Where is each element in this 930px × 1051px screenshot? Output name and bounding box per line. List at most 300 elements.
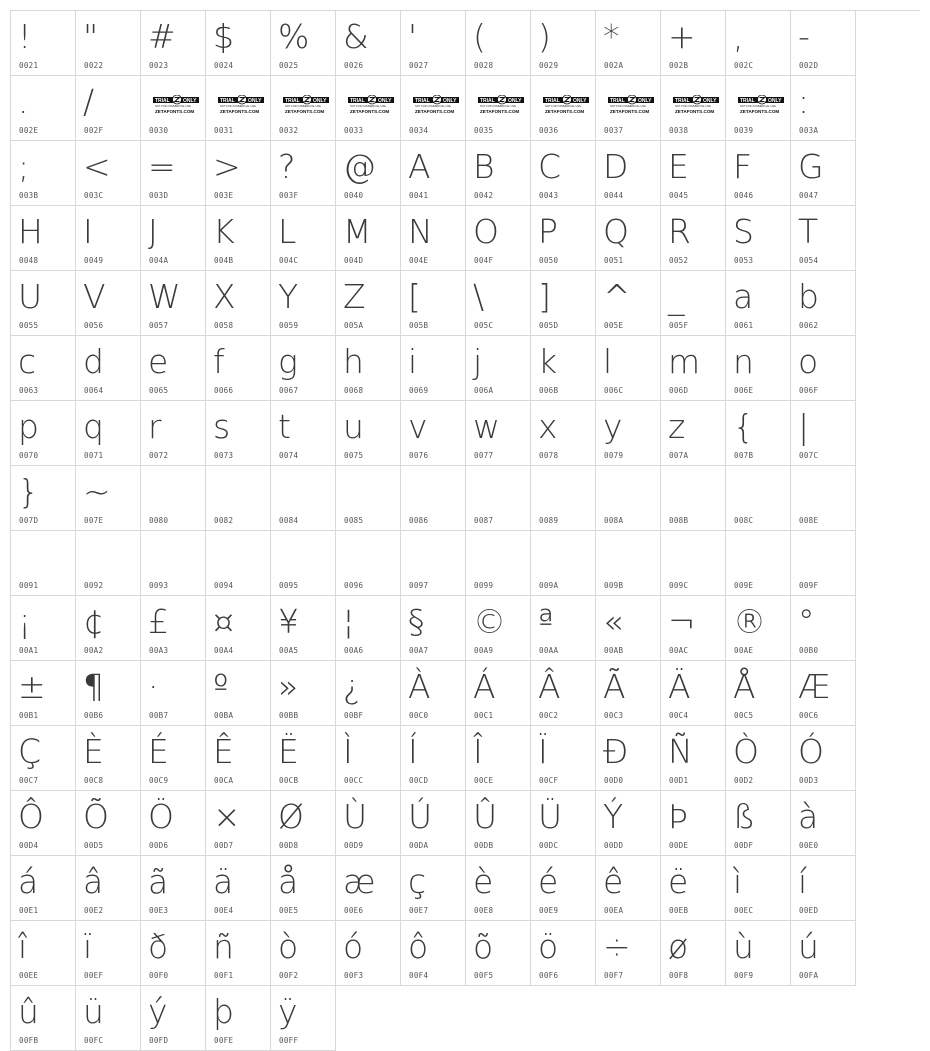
- glyph-cell: [791, 661, 856, 726]
- glyph-code-label: 00AA: [539, 646, 559, 655]
- trial-badge-icon: [543, 95, 589, 115]
- glyph-cell: [206, 791, 271, 856]
- glyph-cell: [791, 531, 856, 596]
- glyph-cell: [76, 921, 141, 986]
- glyph-cell: [596, 726, 661, 791]
- glyph-character: ï: [83, 927, 93, 966]
- glyph-code-label: 0032: [279, 126, 299, 135]
- svg-text:NOT FOR COMMERCIAL USE: NOT FOR COMMERCIAL USE: [155, 105, 191, 108]
- glyph-code-label: 00E7: [409, 906, 429, 915]
- glyph-cell: [661, 531, 726, 596]
- glyph-code-label: 0091: [19, 581, 39, 590]
- glyph-cell: [466, 336, 531, 401]
- glyph-character: q: [83, 407, 104, 446]
- glyph-cell: [206, 401, 271, 466]
- glyph-cell: [401, 531, 466, 596]
- glyph-character: ¤: [213, 602, 234, 641]
- glyph-character: ]: [538, 277, 551, 316]
- glyph-character: Å: [733, 667, 756, 706]
- glyph-code-label: 004A: [149, 256, 169, 265]
- glyph-character: *: [603, 17, 620, 56]
- glyph-character: Î: [473, 732, 483, 771]
- glyph-code-label: 0052: [669, 256, 689, 265]
- glyph-character: [: [408, 277, 421, 316]
- glyph-cell: [336, 401, 401, 466]
- glyph-cell: [11, 206, 76, 271]
- glyph-cell: [336, 596, 401, 661]
- glyph-cell: [596, 661, 661, 726]
- glyph-code-label: 00E4: [214, 906, 234, 915]
- glyph-cell: [661, 856, 726, 921]
- glyph-code-label: 003F: [279, 191, 299, 200]
- glyph-code-label: 00D8: [279, 841, 299, 850]
- glyph-code-label: 00F7: [604, 971, 624, 980]
- trial-badge-icon: [608, 95, 654, 115]
- glyph-character: i: [408, 342, 418, 381]
- glyph-character: Â: [538, 667, 561, 706]
- glyph-code-label: 00C3: [604, 711, 624, 720]
- glyph-character: f: [213, 342, 225, 381]
- glyph-code-label: 00D7: [214, 841, 234, 850]
- glyph-character: &: [343, 17, 369, 56]
- glyph-code-label: 0043: [539, 191, 559, 200]
- glyph-code-label: 0077: [474, 451, 494, 460]
- glyph-cell: [336, 336, 401, 401]
- glyph-cell: [531, 531, 596, 596]
- glyph-cell: [401, 921, 466, 986]
- glyph-cell: [466, 76, 531, 141]
- glyph-character: »: [278, 667, 299, 706]
- glyph-cell: [271, 336, 336, 401]
- glyph-character: Ã: [603, 667, 626, 706]
- svg-text:ONLY: ONLY: [508, 98, 522, 104]
- glyph-character: A: [408, 147, 431, 186]
- svg-text:NOT FOR COMMERCIAL USE: NOT FOR COMMERCIAL USE: [675, 105, 711, 108]
- svg-text:NOT FOR COMMERCIAL USE: NOT FOR COMMERCIAL USE: [480, 105, 516, 108]
- glyph-character: Ý: [603, 797, 624, 836]
- glyph-code-label: 00E2: [84, 906, 104, 915]
- glyph-cell: [336, 791, 401, 856]
- glyph-code-label: 00C8: [84, 776, 104, 785]
- glyph-cell: [141, 531, 206, 596]
- glyph-cell: [466, 401, 531, 466]
- glyph-character: ¢: [83, 602, 104, 641]
- glyph-code-label: 00C9: [149, 776, 169, 785]
- glyph-cell: [791, 856, 856, 921]
- glyph-character: s: [213, 407, 231, 446]
- glyph-code-label: 0068: [344, 386, 364, 395]
- glyph-code-label: 004E: [409, 256, 429, 265]
- glyph-code-label: 00CB: [279, 776, 299, 785]
- svg-text:ONLY: ONLY: [183, 98, 197, 104]
- glyph-code-label: 0086: [409, 516, 429, 525]
- svg-text:ZETAFONTS.COM: ZETAFONTS.COM: [285, 109, 325, 114]
- glyph-code-label: 008B: [669, 516, 689, 525]
- glyph-code-label: 00FB: [19, 1036, 39, 1045]
- glyph-code-label: 00E6: [344, 906, 364, 915]
- glyph-cell: [271, 271, 336, 336]
- glyph-code-label: 00FF: [279, 1036, 299, 1045]
- glyph-character: g: [278, 342, 298, 381]
- glyph-character: â: [83, 862, 104, 901]
- glyph-cell: [336, 141, 401, 206]
- glyph-character: V: [83, 277, 106, 316]
- glyph-cell: [271, 206, 336, 271]
- glyph-code-label: 0040: [344, 191, 364, 200]
- glyph-character: R: [668, 212, 691, 251]
- glyph-cell: [336, 856, 401, 921]
- glyph-cell: [141, 986, 206, 1051]
- glyph-code-label: 00AC: [669, 646, 689, 655]
- glyph-cell: [791, 11, 856, 76]
- glyph-code-label: 00F8: [669, 971, 689, 980]
- glyph-character: d: [83, 342, 104, 381]
- glyph-cell: [141, 466, 206, 531]
- glyph-character: É: [148, 732, 169, 771]
- glyph-code-label: 00E8: [474, 906, 494, 915]
- glyph-cell: [11, 596, 76, 661]
- glyph-code-label: 00EF: [84, 971, 104, 980]
- glyph-character: Ä: [668, 667, 691, 706]
- glyph-character: ": [83, 17, 99, 56]
- glyph-code-label: 0022: [84, 61, 104, 70]
- glyph-cell: [661, 76, 726, 141]
- trial-badge-icon: [218, 95, 264, 115]
- glyph-character: Þ: [668, 797, 688, 836]
- glyph-cell: [596, 596, 661, 661]
- glyph-cell: [791, 596, 856, 661]
- glyph-code-label: 002B: [669, 61, 689, 70]
- glyph-cell: [726, 661, 791, 726]
- glyph-character: Ö: [148, 797, 174, 836]
- glyph-cell: [726, 336, 791, 401]
- glyph-cell: [466, 531, 531, 596]
- glyph-code-label: 0065: [149, 386, 169, 395]
- glyph-cell: [76, 206, 141, 271]
- glyph-cell: [791, 726, 856, 791]
- glyph-code-label: 0049: [84, 256, 104, 265]
- glyph-code-label: 00A3: [149, 646, 169, 655]
- glyph-code-label: 0097: [409, 581, 429, 590]
- glyph-character: ß: [733, 797, 756, 836]
- glyph-character: ¬: [668, 602, 696, 641]
- glyph-character: ä: [213, 862, 234, 901]
- glyph-code-label: 00E0: [799, 841, 819, 850]
- glyph-cell: [401, 206, 466, 271]
- svg-text:ZETAFONTS.COM: ZETAFONTS.COM: [155, 109, 195, 114]
- glyph-cell: [76, 531, 141, 596]
- glyph-code-label: 00C2: [539, 711, 559, 720]
- glyph-cell: [336, 531, 401, 596]
- glyph-cell: [661, 726, 726, 791]
- glyph-cell: [791, 206, 856, 271]
- glyph-cell: [531, 791, 596, 856]
- glyph-code-label: 007E: [84, 516, 104, 525]
- glyph-code-label: 00E1: [19, 906, 39, 915]
- glyph-cell: [76, 466, 141, 531]
- glyph-code-label: 00D5: [84, 841, 104, 850]
- glyph-cell: [141, 791, 206, 856]
- glyph-cell: [401, 466, 466, 531]
- glyph-character: Ò: [733, 732, 759, 771]
- glyph-code-label: 003B: [19, 191, 39, 200]
- glyph-cell: [596, 401, 661, 466]
- glyph-cell: [336, 11, 401, 76]
- glyph-character: å: [278, 862, 299, 901]
- glyph-cell: [76, 596, 141, 661]
- glyph-code-label: 00EB: [669, 906, 689, 915]
- glyph-character: °: [798, 602, 815, 641]
- glyph-code-label: 007B: [734, 451, 754, 460]
- glyph-character: w: [473, 407, 500, 446]
- glyph-code-label: 0026: [344, 61, 364, 70]
- glyph-character: M: [343, 212, 372, 251]
- glyph-code-label: 0074: [279, 451, 299, 460]
- glyph-cell: [271, 531, 336, 596]
- glyph-cell: [11, 271, 76, 336]
- glyph-cell: [726, 531, 791, 596]
- glyph-cell: [206, 271, 271, 336]
- glyph-code-label: 0050: [539, 256, 559, 265]
- glyph-character: ù: [733, 927, 754, 966]
- glyph-cell: [76, 11, 141, 76]
- glyph-cell: [11, 466, 76, 531]
- glyph-cell: [401, 76, 466, 141]
- glyph-code-label: 00F4: [409, 971, 429, 980]
- glyph-character: ·: [148, 667, 159, 706]
- glyph-character: ñ: [213, 927, 234, 966]
- glyph-cell: [726, 206, 791, 271]
- glyph-code-label: 00CF: [539, 776, 559, 785]
- glyph-cell: [791, 141, 856, 206]
- glyph-code-label: 007C: [799, 451, 819, 460]
- glyph-character: Ú: [408, 797, 433, 836]
- glyph-code-label: 004D: [344, 256, 364, 265]
- glyph-code-label: 0071: [84, 451, 104, 460]
- glyph-cell: [726, 141, 791, 206]
- glyph-code-label: 00EA: [604, 906, 624, 915]
- glyph-grid: [10, 10, 920, 1051]
- glyph-code-label: 00A1: [19, 646, 39, 655]
- glyph-cell: [11, 401, 76, 466]
- glyph-character: Ï: [538, 732, 548, 771]
- glyph-character: ': [408, 17, 418, 56]
- glyph-character: W: [148, 277, 181, 316]
- glyph-code-label: 0099: [474, 581, 494, 590]
- glyph-cell: [531, 11, 596, 76]
- glyph-character: Á: [473, 667, 496, 706]
- glyph-character: C: [538, 147, 562, 186]
- glyph-cell: [76, 856, 141, 921]
- glyph-code-label: 005C: [474, 321, 494, 330]
- glyph-character: %: [278, 17, 310, 56]
- glyph-code-label: 00F5: [474, 971, 494, 980]
- glyph-cell: [596, 531, 661, 596]
- glyph-code-label: 00ED: [799, 906, 819, 915]
- glyph-cell: [11, 726, 76, 791]
- glyph-character: S: [733, 212, 754, 251]
- glyph-code-label: 00AB: [604, 646, 624, 655]
- glyph-code-label: 009A: [539, 581, 559, 590]
- glyph-cell: [726, 726, 791, 791]
- glyph-character: ì: [733, 862, 743, 901]
- glyph-code-label: 0025: [279, 61, 299, 70]
- glyph-character: <: [83, 147, 111, 186]
- glyph-character: x: [538, 407, 558, 446]
- glyph-code-label: 0056: [84, 321, 104, 330]
- glyph-character: Ü: [538, 797, 563, 836]
- glyph-character: À: [408, 667, 431, 706]
- glyph-code-label: 0070: [19, 451, 39, 460]
- glyph-cell: [531, 401, 596, 466]
- glyph-character: |: [798, 407, 810, 446]
- glyph-character: Í: [408, 732, 418, 771]
- glyph-code-label: 006F: [799, 386, 819, 395]
- glyph-cell: [791, 921, 856, 986]
- glyph-character: ¶: [83, 667, 104, 706]
- glyph-character: p: [18, 407, 39, 446]
- glyph-character: Ë: [278, 732, 299, 771]
- glyph-code-label: 002C: [734, 61, 754, 70]
- glyph-cell: [336, 271, 401, 336]
- svg-text:NOT FOR COMMERCIAL USE: NOT FOR COMMERCIAL USE: [545, 105, 581, 108]
- glyph-code-label: 008C: [734, 516, 754, 525]
- glyph-code-label: 0096: [344, 581, 364, 590]
- glyph-cell: [466, 11, 531, 76]
- svg-text:ONLY: ONLY: [768, 98, 782, 104]
- glyph-code-label: 00D6: [149, 841, 169, 850]
- trial-badge-icon: [738, 95, 784, 115]
- glyph-cell: [726, 856, 791, 921]
- glyph-cell: [661, 596, 726, 661]
- glyph-character: È: [83, 732, 104, 771]
- glyph-code-label: 0035: [474, 126, 494, 135]
- glyph-character: Ó: [798, 732, 824, 771]
- glyph-cell: [401, 726, 466, 791]
- glyph-cell: [206, 11, 271, 76]
- glyph-cell: [466, 141, 531, 206]
- trial-badge-icon: [283, 95, 329, 115]
- glyph-cell: [271, 661, 336, 726]
- glyph-code-label: 00F0: [149, 971, 169, 980]
- glyph-character: u: [343, 407, 364, 446]
- glyph-character: ð: [148, 927, 169, 966]
- glyph-cell: [206, 466, 271, 531]
- glyph-character: b: [798, 277, 819, 316]
- glyph-code-label: 0059: [279, 321, 299, 330]
- glyph-cell: [661, 661, 726, 726]
- glyph-cell: [661, 141, 726, 206]
- glyph-cell: [141, 141, 206, 206]
- glyph-cell: [336, 466, 401, 531]
- svg-text:ONLY: ONLY: [248, 98, 262, 104]
- glyph-code-label: 00BA: [214, 711, 234, 720]
- glyph-code-label: 006E: [734, 386, 754, 395]
- glyph-character: ë: [668, 862, 689, 901]
- glyph-cell: [661, 206, 726, 271]
- glyph-cell: [11, 531, 76, 596]
- svg-text:TRIAL: TRIAL: [220, 98, 235, 104]
- glyph-cell: [76, 141, 141, 206]
- glyph-cell: [531, 141, 596, 206]
- glyph-character: Ç: [18, 732, 42, 771]
- svg-text:ZETAFONTS.COM: ZETAFONTS.COM: [480, 109, 520, 114]
- glyph-character: ~: [83, 472, 111, 511]
- glyph-cell: [206, 531, 271, 596]
- glyph-character: >: [213, 147, 241, 186]
- glyph-cell: [791, 76, 856, 141]
- glyph-cell: [206, 661, 271, 726]
- glyph-cell: [531, 726, 596, 791]
- glyph-cell: [141, 856, 206, 921]
- glyph-cell: [596, 921, 661, 986]
- glyph-code-label: 0030: [149, 126, 169, 135]
- glyph-character: ©: [473, 602, 506, 641]
- glyph-cell: [271, 596, 336, 661]
- glyph-code-label: 0058: [214, 321, 234, 330]
- glyph-character: .: [18, 82, 29, 121]
- glyph-cell: [11, 141, 76, 206]
- glyph-cell: [401, 856, 466, 921]
- glyph-character: û: [18, 992, 39, 1031]
- glyph-code-label: 003E: [214, 191, 234, 200]
- glyph-code-label: 006C: [604, 386, 624, 395]
- glyph-cell: [596, 76, 661, 141]
- glyph-code-label: 00A5: [279, 646, 299, 655]
- glyph-code-label: 00E3: [149, 906, 169, 915]
- glyph-cell: [206, 726, 271, 791]
- glyph-code-label: 0089: [539, 516, 559, 525]
- svg-text:ZETAFONTS.COM: ZETAFONTS.COM: [610, 109, 650, 114]
- glyph-code-label: 00BF: [344, 711, 364, 720]
- glyph-character: G: [798, 147, 824, 186]
- glyph-cell: [141, 921, 206, 986]
- glyph-code-label: 002E: [19, 126, 39, 135]
- glyph-code-label: 007A: [669, 451, 689, 460]
- glyph-cell: [401, 401, 466, 466]
- glyph-code-label: 0087: [474, 516, 494, 525]
- glyph-character: Õ: [83, 797, 109, 836]
- glyph-code-label: 0024: [214, 61, 234, 70]
- glyph-character: ô: [408, 927, 429, 966]
- glyph-character: e: [148, 342, 169, 381]
- glyph-cell: [726, 11, 791, 76]
- glyph-cell: [661, 271, 726, 336]
- glyph-cell: [661, 466, 726, 531]
- glyph-character: l: [603, 342, 613, 381]
- svg-text:ONLY: ONLY: [313, 98, 327, 104]
- glyph-code-label: 00BB: [279, 711, 299, 720]
- glyph-character: ¿: [343, 667, 361, 706]
- glyph-cell: [141, 206, 206, 271]
- glyph-cell: [466, 791, 531, 856]
- glyph-cell: [401, 661, 466, 726]
- glyph-code-label: 00CD: [409, 776, 429, 785]
- glyph-code-label: 00A4: [214, 646, 234, 655]
- glyph-code-label: 0063: [19, 386, 39, 395]
- glyph-character: Ð: [603, 732, 629, 771]
- glyph-character: Ô: [18, 797, 44, 836]
- svg-text:ONLY: ONLY: [573, 98, 587, 104]
- trial-badge-icon: [348, 95, 394, 115]
- glyph-character: ?: [278, 147, 296, 186]
- glyph-code-label: 00C6: [799, 711, 819, 720]
- glyph-code-label: 0095: [279, 581, 299, 590]
- glyph-code-label: 0054: [799, 256, 819, 265]
- glyph-cell: [401, 11, 466, 76]
- glyph-code-label: 00B1: [19, 711, 39, 720]
- svg-text:NOT FOR COMMERCIAL USE: NOT FOR COMMERCIAL USE: [415, 105, 451, 108]
